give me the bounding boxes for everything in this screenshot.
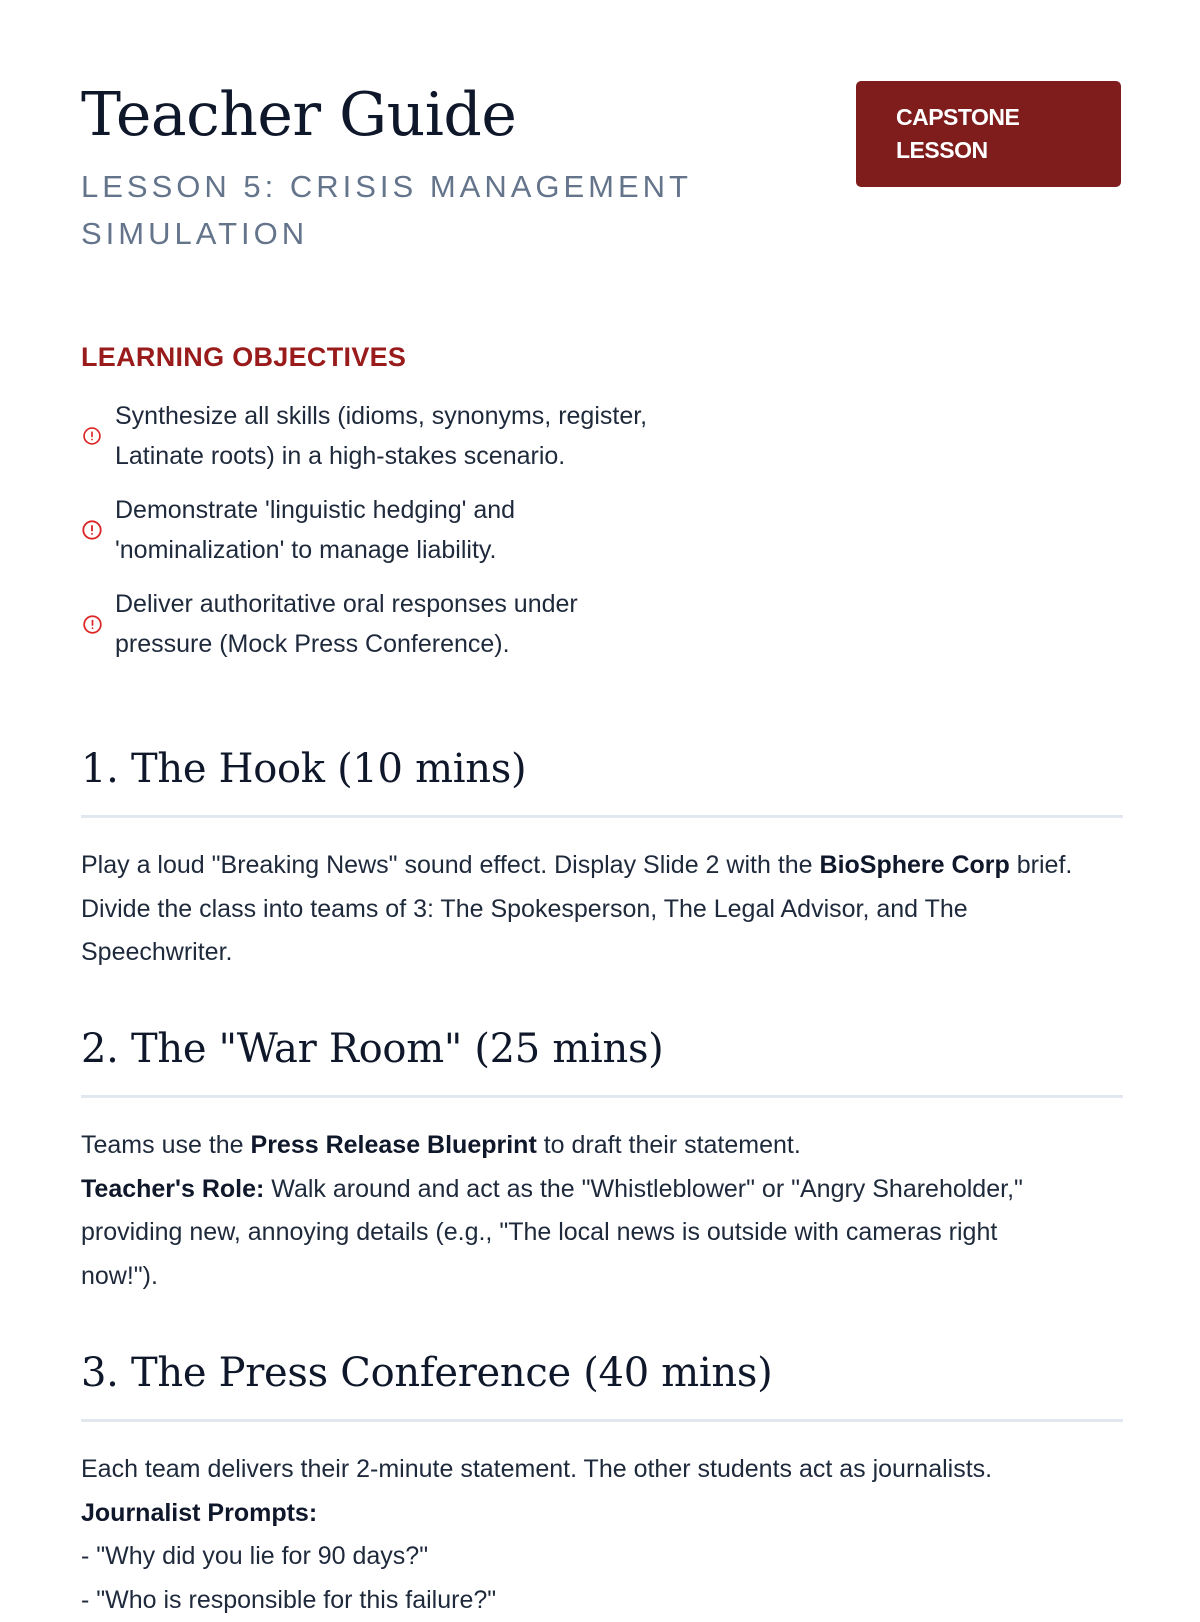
paragraph-bold: Journalist Prompts: xyxy=(81,1492,1123,1536)
journalist-prompt: - "Who is responsible for this failure?" xyxy=(81,1579,1123,1622)
journalist-prompt: - "Why did you lie for 90 days?" xyxy=(81,1535,1123,1579)
section-paragraph xyxy=(81,844,1123,975)
capstone-badge: CAPSTONE LESSON xyxy=(856,81,1121,187)
section-divider xyxy=(81,815,1123,818)
section-divider xyxy=(81,1419,1123,1422)
objective-text: Synthesize all skills (idioms, synonyms, register, Latinate roots) in a high-stakes scenario. xyxy=(115,396,715,476)
learning-objectives xyxy=(81,338,761,678)
paragraph-text: Walk around and act as the "Whistleblower" or "Angry Shareholder," providing new, annoying details (e.g., "The local news is outside with cameras right now!"). xyxy=(81,1175,1023,1290)
paragraph-line: Each team delivers their 2-minute statement. The other students act as journalists. xyxy=(81,1448,1123,1492)
objectives-heading: LEARNING OBJECTIVES xyxy=(81,338,761,376)
teacher-guide-page xyxy=(81,0,1123,300)
alert-circle-icon xyxy=(81,613,103,635)
paragraph-bold: Teacher's Role: xyxy=(81,1175,264,1203)
objective-item xyxy=(81,584,761,664)
objective-text: Deliver authoritative oral responses under pressure (Mock Press Conference). xyxy=(115,584,655,664)
section-hook xyxy=(81,739,1123,975)
section-paragraph xyxy=(81,1124,1123,1298)
section-heading: 3. The Press Conference (40 mins) xyxy=(81,1343,1123,1403)
objective-item xyxy=(81,396,761,476)
objective-item xyxy=(81,490,761,570)
lesson-subtitle: LESSON 5: CRISIS MANAGEMENT SIMULATION xyxy=(81,163,741,257)
paragraph-text: brief. Divide the class into teams of 3: The Spokesperson, The Legal Advisor, and The Speechwriter. xyxy=(81,851,1072,966)
paragraph-text: Teams use the xyxy=(81,1131,251,1159)
alert-circle-icon xyxy=(81,519,103,541)
section-war-room xyxy=(81,1019,1123,1298)
paragraph-line xyxy=(81,1168,1081,1299)
objective-text: Demonstrate 'linguistic hedging' and 'nominalization' to manage liability. xyxy=(115,490,595,570)
paragraph-line xyxy=(81,1124,1123,1168)
page-title: Teacher Guide xyxy=(81,78,516,152)
paragraph-text: to draft their statement. xyxy=(537,1131,801,1159)
alert-circle-icon xyxy=(81,425,103,447)
section-divider xyxy=(81,1095,1123,1098)
paragraph-bold: Press Release Blueprint xyxy=(251,1131,537,1159)
section-press-conference xyxy=(81,1343,1123,1622)
section-heading: 2. The "War Room" (25 mins) xyxy=(81,1019,1123,1079)
page-header xyxy=(81,0,1123,300)
paragraph-text: Play a loud "Breaking News" sound effect. Display Slide 2 with the xyxy=(81,851,820,879)
section-heading: 1. The Hook (10 mins) xyxy=(81,739,1123,799)
paragraph-bold: BioSphere Corp xyxy=(820,851,1010,879)
section-paragraph xyxy=(81,1448,1123,1622)
objectives-list xyxy=(81,396,761,664)
